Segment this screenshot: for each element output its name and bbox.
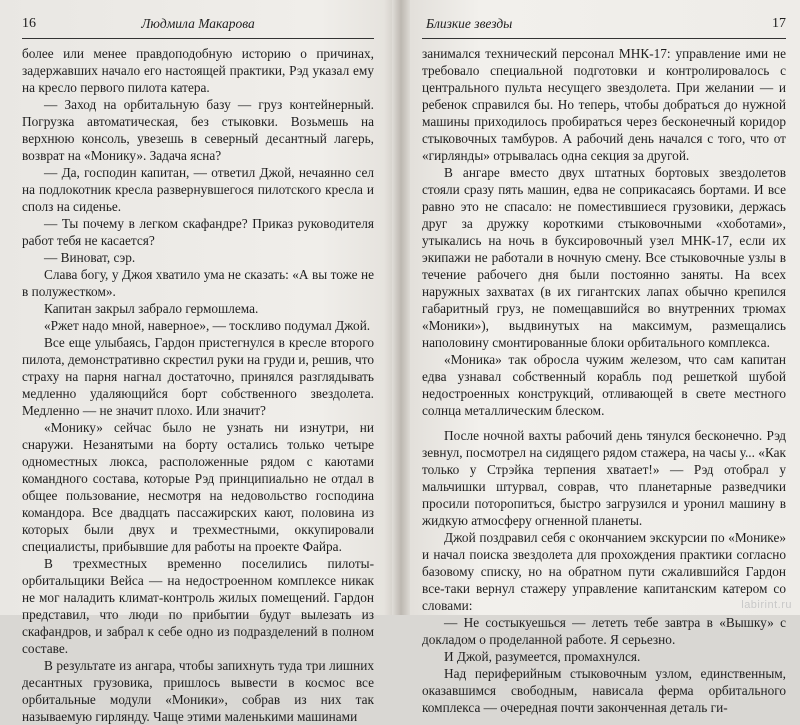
right-running-head: Близкие звезды — [426, 16, 513, 31]
paragraph: «Монику» сейчас было не узнать ни изнутри, ни снаружи. Незанятыми на борту остались только четыре одноместных люкса, расположенные рядом с каютами командного состава, которые Рэд принципиально не отдал в общее пользование, несмотря на недовольство господина командора. Все двадцать пассажирских кают, половина из которых были двух и трехместными, оккупировали специалисты, прибывшие для работы на проекте Файра. — [22, 420, 374, 554]
paragraph: — Виноват, сэр. — [44, 250, 136, 265]
left-running-head: Людмила Макарова — [141, 16, 255, 31]
paragraph: — Да, господин капитан, — ответил Джой, нечаянно сел на подлокотник кресла развернувшегося пилотского кресла и сполз на сиденье. — [22, 165, 374, 214]
paragraph: Капитан закрыл забрало гермошлема. — [44, 301, 259, 316]
right-page-header — [422, 10, 786, 39]
paragraph: В трехместных временно поселились пилоты-орбитальщики Вейса — на недостроенном комплексе никак не мог наладить климат-контроль жилых помещений. Гардон представил, что люди по прибытии будут вылезать из скафандров, и забрал к себе одно из подразделений в полном составе. — [22, 556, 374, 656]
paragraph: После ночной вахты рабочий день тянулся бесконечно. Рэд зевнул, посмотрел на сидящего рядом стажера, на часы у... «Как только у Стрэйка терпения хватает!» — Рэд отобрал у мальчишки штурвал, соврав, что планетарные разведчики просили поторопиться, быстро загрузился и уронил машину в жидкую атмосферу огненной планеты. — [422, 428, 786, 528]
book-spine — [392, 0, 410, 615]
left-page-header — [22, 10, 374, 39]
paragraph: — Не состыкуешься — лететь тебе завтра в «Вышку» с докладом о проделанной работе. Я серьезно. — [422, 615, 786, 647]
paragraph: «Ржет надо мной, наверное», — тоскливо подумал Джой. — [44, 318, 371, 333]
left-page-number: 16 — [22, 16, 36, 31]
right-page-number: 17 — [772, 16, 786, 31]
paragraph: В ангаре вместо двух штатных бортовых звездолетов стояли сразу пять машин, едва не соприкасаясь бортами. И все равно это не спасало: не поместившиеся грузовики, держась друг за дружку короткими стыковочными «хоботами», утыкались на ночь в буксировочный узел МНК-17, если их экипажи не работали в ночную смену. Все стыковочные узлы в течение рабочего дня были постоянно заняты. На всех наружных захватах (в их гигантских лапах обычно крепился габаритный груз, не помещавшийся во внутренних трюмах «Моники»), выдвинутых на максимум, размещались наполовину смонтированные блоки орбитального комплекса. — [422, 165, 786, 350]
paragraph: занимался технический персонал МНК-17: управление ими не требовало специальной подготовки и контролировалось с центрального пульта несущего звездолета. При желании — и ребенок справился бы. Но теперь, чтобы добраться до нужной машины приходилось пробираться через бесконечный коридор стыковочных тамбуров. А рабочий день начался с того, что от «гирлянды» отрывалась одна секция за другой. — [422, 46, 786, 163]
paragraph: И Джой, разумеется, промахнулся. — [444, 649, 641, 664]
paragraph: Все еще улыбаясь, Гардон пристегнулся в кресле второго пилота, демонстративно скрестил руки на груди и, решив, что страху на парня нагнал достаточно, принялся разглядывать медленно удаляющийся борт собственного звездолета. Медленно — не значит плохо. Или значит? — [22, 335, 374, 418]
paragraph: более или менее правдоподобную историю о причинах, задержавших начало его настоящей практики, Рэд указал ему на кресло первого пилота катера. — [22, 46, 374, 95]
paragraph: В результате из ангара, чтобы запихнуть туда три лишних десантных грузовика, пришлось вывести в космос все орбитальные модули «Моники», собрав из них так называемую гирлянду. Чаще этими маленькими машинами — [22, 658, 374, 724]
paragraph: — Ты почему в легком скафандре? Приказ руководителя работ тебя не касается? — [22, 216, 374, 248]
paragraph: Джой поздравил себя с окончанием экскурсии по «Монике» и начал поиска звездолета для прохождения практики согласно базовому списку, но на обратном пути сжалившийся Гардон все-таки вернул стажеру управление капитанским катером со словами: — [422, 530, 786, 613]
right-page — [410, 0, 800, 715]
paragraph: — Заход на орбитальную базу — груз контейнерный. Погрузка автоматическая, без стыковки. Возьмешь на верхнюю консоль, увезешь в северный десантный лагерь, возврат на «Монику». Задача ясна? — [22, 97, 374, 163]
paragraph: Над периферийным стыковочным узлом, единственным, оказавшимся свободным, нависала ферма орбитального комплекса — очередная почти законченная деталь ги- — [422, 666, 786, 715]
paragraph: Слава богу, у Джоя хватило ума не сказать: «А вы тоже не в полужестком». — [22, 267, 374, 299]
left-page — [0, 0, 392, 724]
paragraph: «Моника» так обросла чужим железом, что сам капитан едва узнавал собственный корабль под решеткой шубой недостроенных конструкций, отливающей в свете местного солнца металлическим блеском. — [422, 352, 786, 418]
watermark: labirint.ru — [741, 599, 792, 611]
